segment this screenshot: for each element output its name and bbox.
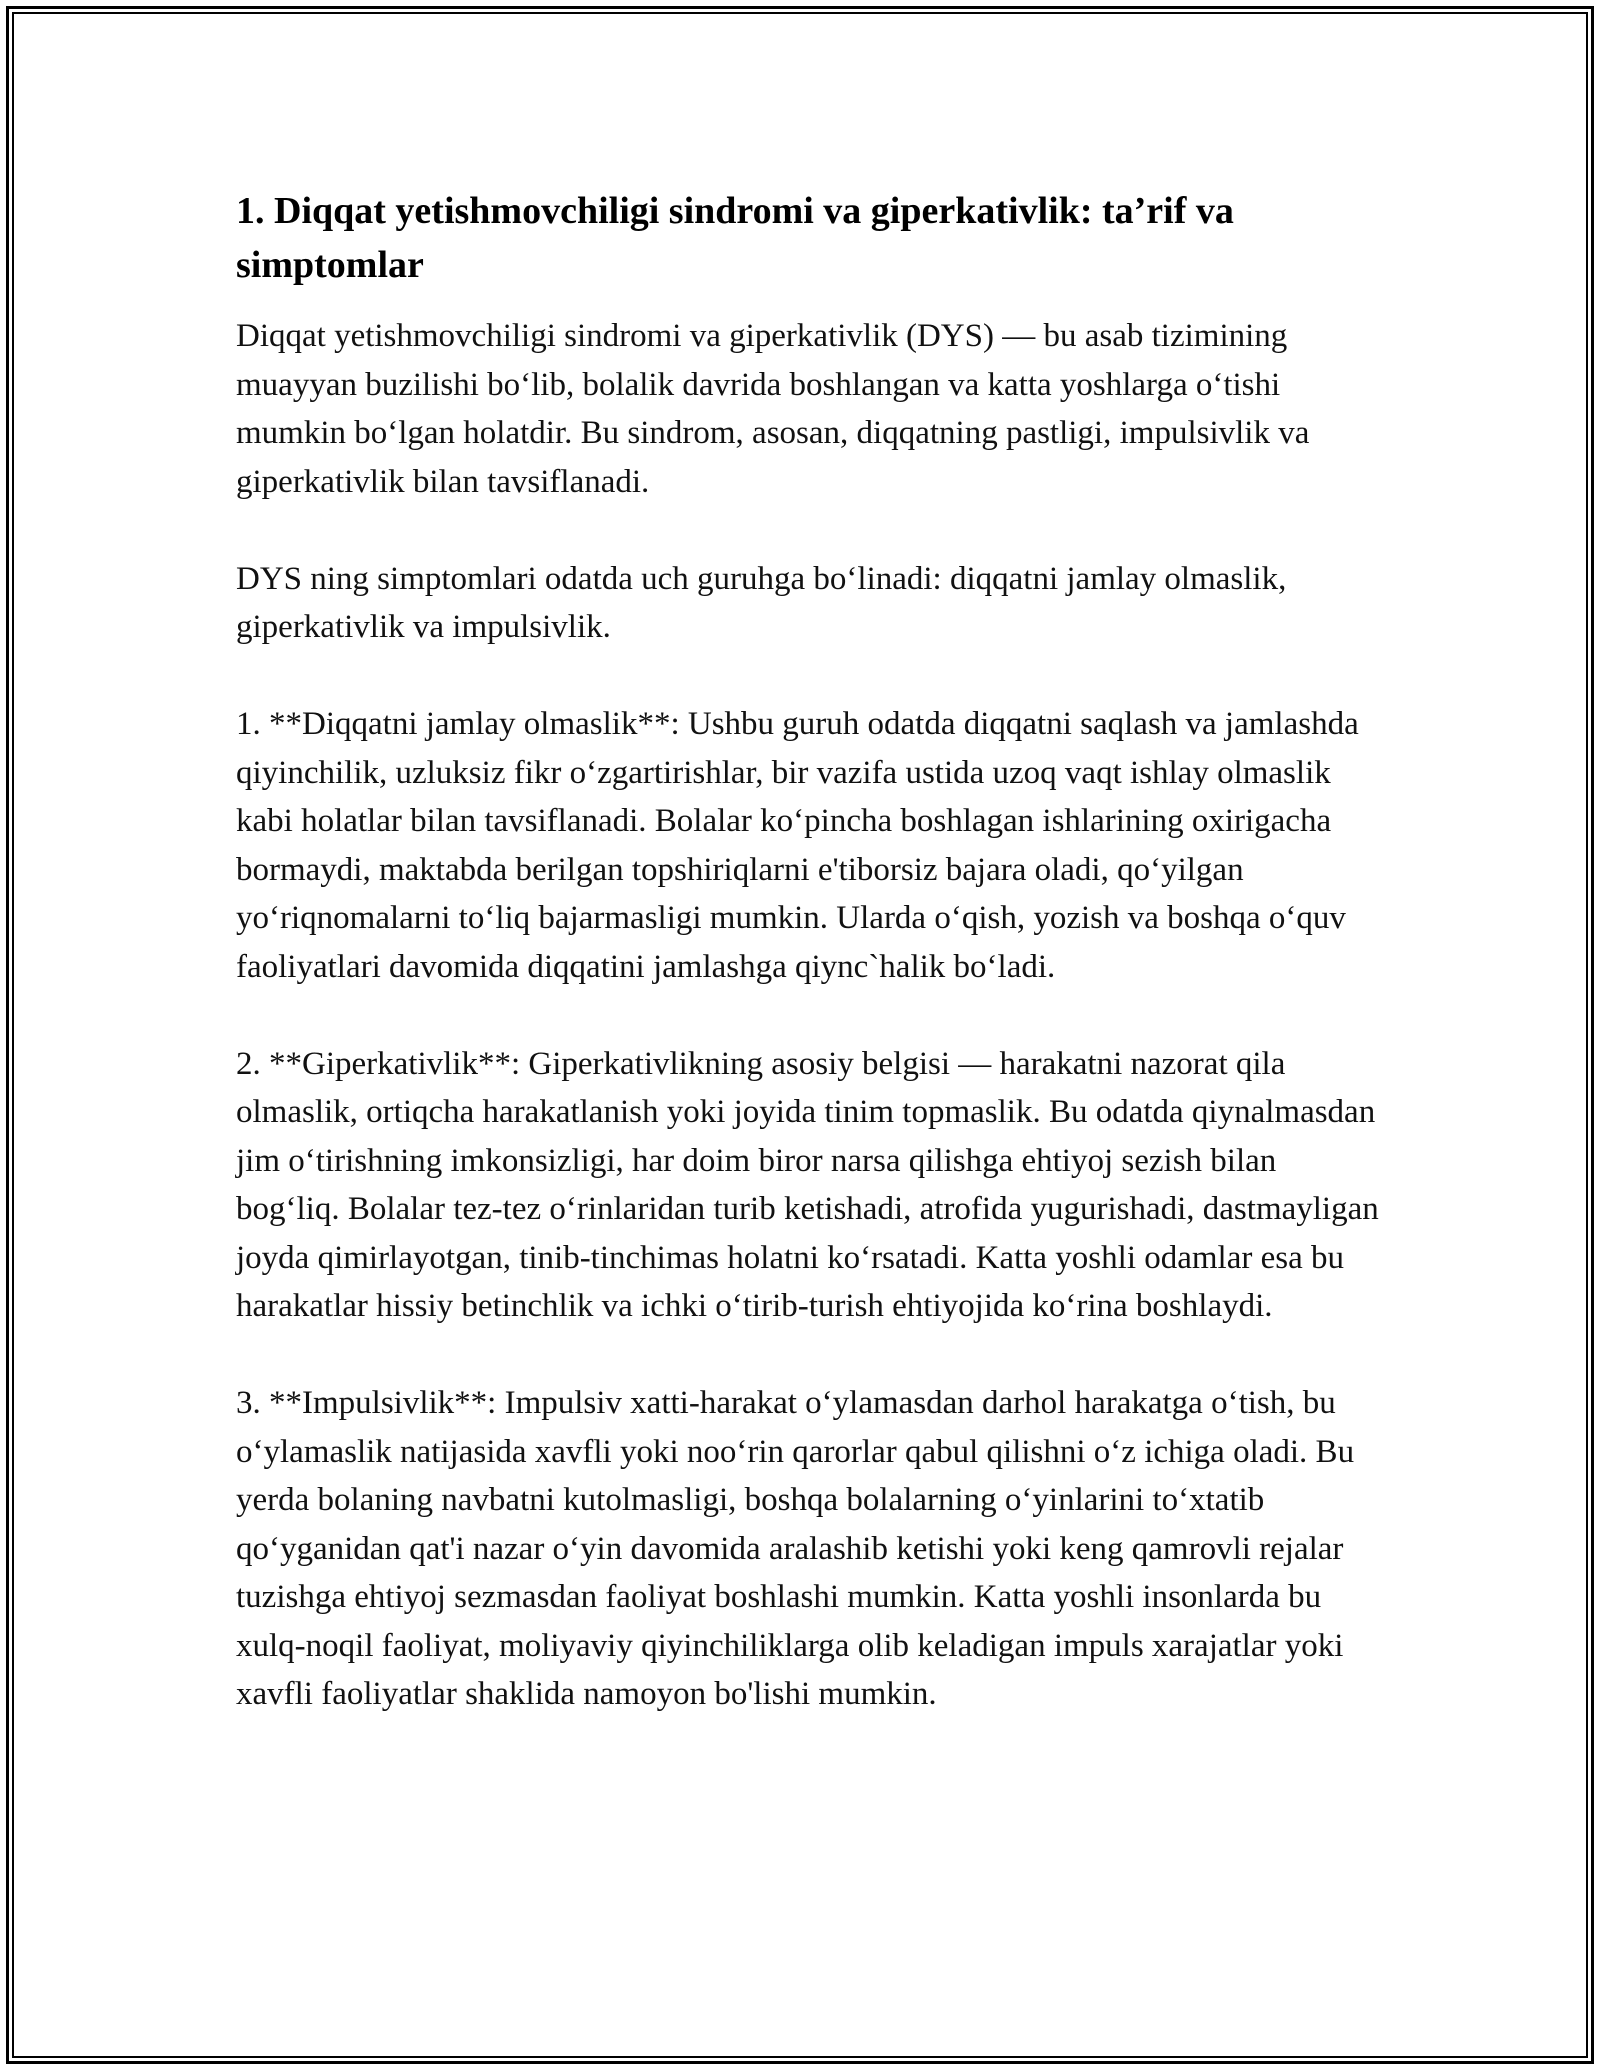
document-body: [236, 184, 1386, 1767]
paragraph-hyperactivity: 2. **Giperkativlik**: Giperkativlikning asosiy belgisi — harakatni nazorat qila olmaslik, ortiqcha harakatlanish yoki joyida tinim topmaslik. Bu odatda qiynalmasdan jim o‘tirishning imkonsizligi, har doim biror narsa qilishga ehtiyoj sezish bilan bog‘liq. Bolalar tez-tez o‘rinlaridan turib ketishadi, atrofida yugurishadi, dastmayligan joyda qimirlayotgan, tinib-tinchimas holatni ko‘rsatadi. Katta yoshli odamlar esa bu harakatlar hissiy betinchlik va ichki o‘tirib-turish ehtiyojida ko‘rina boshlaydi.: [236, 1045, 1379, 1324]
paragraph-definition: Diqqat yetishmovchiligi sindromi va giperkativlik (DYS) — bu asab tizimining muayyan buzilishi bo‘lib, bolalik davrida boshlangan va katta yoshlarga o‘tishi mumkin bo‘lgan holatdir. Bu sindrom, asosan, diqqatning pastligi, impulsivlik va giperkativlik bilan tavsiflanadi.: [236, 318, 1310, 500]
paragraph-impulsivity: 3. **Impulsivlik**: Impulsiv xatti-harakat o‘ylamasdan darhol harakatga o‘tish, bu o‘ylamaslik natijasida xavfli yoki noo‘rin qarorlar qabul qilishni o‘z ichiga oladi. Bu yerda bolaning navbatni kutolmasligi, boshqa bolalarning o‘yinlarini to‘xtatib qo‘yganidan qat'i nazar o‘yin davomida aralashib ketishi yoki keng qamrovli rejalar tuzishga ehtiyoj sezmasdan faoliyat boshlashi mumkin. Katta yoshli insonlarda bu xulq-noqil faoliyat, moliyaviy qiyinchiliklarga olib keladigan impuls xarajatlar yoki xavfli faoliyatlar shaklida namoyon bo'lishi mumkin.: [236, 1385, 1355, 1712]
section-heading: 1. Diqqat yetishmovchiligi sindromi va giperkativlik: ta’rif va simptomlar: [236, 190, 1234, 286]
paragraph-symptom-groups: DYS ning simptomlari odatda uch guruhga bo‘linadi: diqqatni jamlay olmaslik, giperkativlik va impulsivlik.: [236, 560, 1287, 645]
paragraph-inattention: 1. **Diqqatni jamlay olmaslik**: Ushbu guruh odatda diqqatni saqlash va jamlashda qiyinchilik, uzluksiz fikr o‘zgartirishlar, bir vazifa ustida uzoq vaqt ishlay olmaslik kabi holatlar bilan tavsiflanadi. Bolalar ko‘pincha boshlagan ishlarining oxirigacha bormaydi, maktabda berilgan topshiriqlarni e'tiborsiz bajara oladi, qo‘yilgan yo‘riqnomalarni to‘liq bajarmasligi mumkin. Ularda o‘qish, yozish va boshqa o‘quv faoliyatlari davomida diqqatini jamlashga qiync`halik bo‘ladi.: [236, 706, 1359, 985]
